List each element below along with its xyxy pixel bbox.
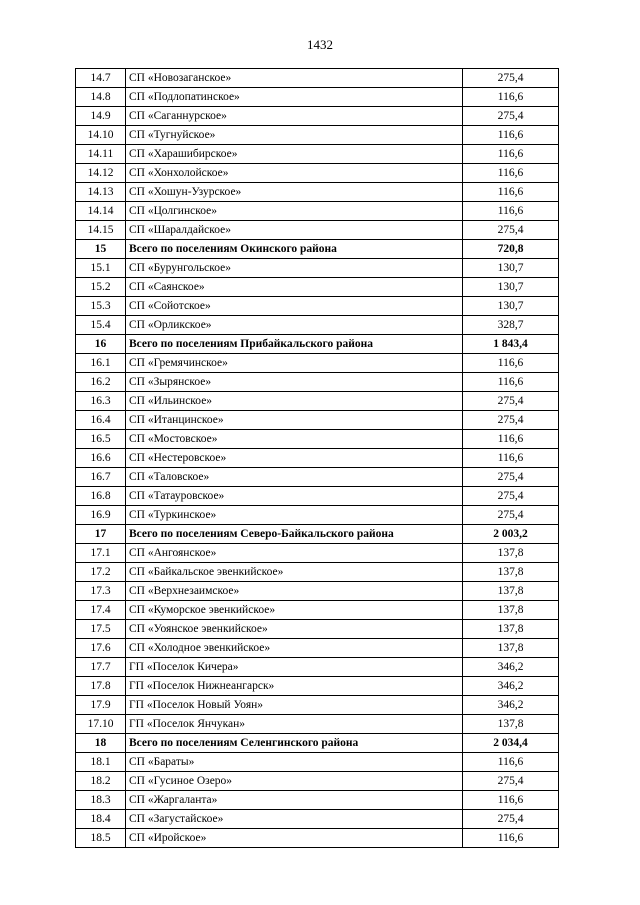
settlement-name: СП «Куморское эвенкийское»: [126, 601, 463, 620]
allocation-value: 116,6: [463, 791, 559, 810]
settlement-name: СП «Холодное эвенкийское»: [126, 639, 463, 658]
row-number: 17.2: [76, 563, 126, 582]
allocation-value: 116,6: [463, 202, 559, 221]
allocation-table: [75, 68, 559, 848]
row-number: 16.9: [76, 506, 126, 525]
settlement-name: СП «Итанцинское»: [126, 411, 463, 430]
allocation-value: 275,4: [463, 392, 559, 411]
settlement-name: ГП «Поселок Янчукан»: [126, 715, 463, 734]
row-number: 15.1: [76, 259, 126, 278]
row-number: 16.3: [76, 392, 126, 411]
settlement-name: СП «Таловское»: [126, 468, 463, 487]
row-number: 16.1: [76, 354, 126, 373]
settlement-name: Всего по поселениям Окинского района: [126, 240, 463, 259]
settlement-row: [76, 88, 559, 107]
settlement-name: СП «Орликское»: [126, 316, 463, 335]
settlement-name: СП «Туркинское»: [126, 506, 463, 525]
settlement-row: [76, 411, 559, 430]
settlement-row: [76, 791, 559, 810]
settlement-name: Всего по поселениям Прибайкальского района: [126, 335, 463, 354]
allocation-value: 346,2: [463, 696, 559, 715]
settlement-name: СП «Бараты»: [126, 753, 463, 772]
settlement-row: [76, 316, 559, 335]
settlement-name: СП «Мостовское»: [126, 430, 463, 449]
row-number: 14.7: [76, 69, 126, 88]
settlement-row: [76, 563, 559, 582]
allocation-value: 116,6: [463, 88, 559, 107]
row-number: 18.1: [76, 753, 126, 772]
row-number: 17.4: [76, 601, 126, 620]
allocation-value: 116,6: [463, 164, 559, 183]
settlement-name: СП «Бурунгольское»: [126, 259, 463, 278]
settlement-row: [76, 354, 559, 373]
row-number: 14.15: [76, 221, 126, 240]
settlement-row: [76, 202, 559, 221]
allocation-value: 130,7: [463, 259, 559, 278]
settlement-name: СП «Шаралдайское»: [126, 221, 463, 240]
allocation-value: 116,6: [463, 145, 559, 164]
allocation-value: 116,6: [463, 430, 559, 449]
row-number: 15.4: [76, 316, 126, 335]
row-number: 18.5: [76, 829, 126, 848]
allocation-value: 116,6: [463, 183, 559, 202]
settlement-name: СП «Хошун-Узурское»: [126, 183, 463, 202]
allocation-value: 275,4: [463, 772, 559, 791]
settlement-row: [76, 164, 559, 183]
row-number: 17.6: [76, 639, 126, 658]
allocation-value: 275,4: [463, 506, 559, 525]
row-number: 18.3: [76, 791, 126, 810]
settlement-name: СП «Верхнезаимское»: [126, 582, 463, 601]
settlement-row: [76, 544, 559, 563]
settlement-name: СП «Тугнуйское»: [126, 126, 463, 145]
allocation-value: 130,7: [463, 278, 559, 297]
row-number: 16.7: [76, 468, 126, 487]
allocation-value: 137,8: [463, 601, 559, 620]
settlement-name: СП «Харашибирское»: [126, 145, 463, 164]
settlement-row: [76, 126, 559, 145]
row-number: 17.9: [76, 696, 126, 715]
settlement-row: [76, 278, 559, 297]
settlement-name: ГП «Поселок Кичера»: [126, 658, 463, 677]
district-total-row: [76, 240, 559, 259]
settlement-name: СП «Ильинское»: [126, 392, 463, 411]
page-number: 1432: [307, 37, 333, 52]
settlement-name: СП «Цолгинское»: [126, 202, 463, 221]
allocation-value: 137,8: [463, 544, 559, 563]
allocation-value: 137,8: [463, 639, 559, 658]
settlement-row: [76, 772, 559, 791]
allocation-value: 116,6: [463, 354, 559, 373]
settlement-name: СП «Байкальское эвенкийское»: [126, 563, 463, 582]
row-number: 17.1: [76, 544, 126, 563]
row-number: 16.6: [76, 449, 126, 468]
row-number: 14.10: [76, 126, 126, 145]
settlement-row: [76, 677, 559, 696]
settlement-row: [76, 107, 559, 126]
settlement-row: [76, 297, 559, 316]
settlement-row: [76, 221, 559, 240]
allocation-value: 275,4: [463, 107, 559, 126]
allocation-value: 2 003,2: [463, 525, 559, 544]
settlement-row: [76, 506, 559, 525]
row-number: 17.3: [76, 582, 126, 601]
settlement-row: [76, 753, 559, 772]
district-total-row: [76, 525, 559, 544]
settlement-row: [76, 639, 559, 658]
row-number: 16.2: [76, 373, 126, 392]
settlement-name: СП «Зырянское»: [126, 373, 463, 392]
row-number: 14.8: [76, 88, 126, 107]
allocation-value: 346,2: [463, 677, 559, 696]
settlement-row: [76, 430, 559, 449]
allocation-value: 275,4: [463, 69, 559, 88]
settlement-row: [76, 658, 559, 677]
settlement-name: СП «Сойотское»: [126, 297, 463, 316]
row-number: 17: [76, 525, 126, 544]
settlement-name: СП «Загустайское»: [126, 810, 463, 829]
allocation-value: 116,6: [463, 373, 559, 392]
row-number: 16.5: [76, 430, 126, 449]
allocation-value: 130,7: [463, 297, 559, 316]
row-number: 14.12: [76, 164, 126, 183]
settlement-name: СП «Гремячинское»: [126, 354, 463, 373]
allocation-value: 720,8: [463, 240, 559, 259]
settlement-name: СП «Подлопатинское»: [126, 88, 463, 107]
settlement-name: Всего по поселениям Селенгинского района: [126, 734, 463, 753]
row-number: 17.8: [76, 677, 126, 696]
allocation-value: 328,7: [463, 316, 559, 335]
row-number: 17.5: [76, 620, 126, 639]
district-total-row: [76, 335, 559, 354]
settlement-name: СП «Уоянское эвенкийское»: [126, 620, 463, 639]
allocation-value: 275,4: [463, 810, 559, 829]
allocation-value: 137,8: [463, 620, 559, 639]
settlement-row: [76, 392, 559, 411]
settlement-row: [76, 468, 559, 487]
settlement-name: СП «Жаргаланта»: [126, 791, 463, 810]
allocation-value: 116,6: [463, 449, 559, 468]
allocation-value: 137,8: [463, 582, 559, 601]
row-number: 18.2: [76, 772, 126, 791]
district-total-row: [76, 734, 559, 753]
row-number: 18: [76, 734, 126, 753]
allocation-value: 116,6: [463, 126, 559, 145]
settlement-name: ГП «Поселок Новый Уоян»: [126, 696, 463, 715]
table-body: [76, 69, 559, 848]
settlement-row: [76, 69, 559, 88]
settlement-name: СП «Нестеровское»: [126, 449, 463, 468]
settlement-row: [76, 582, 559, 601]
allocation-value: 2 034,4: [463, 734, 559, 753]
settlement-name: СП «Новозаганское»: [126, 69, 463, 88]
allocation-value: 346,2: [463, 658, 559, 677]
settlement-row: [76, 601, 559, 620]
row-number: 14.11: [76, 145, 126, 164]
settlement-row: [76, 145, 559, 164]
allocation-value: 275,4: [463, 411, 559, 430]
allocation-value: 137,8: [463, 563, 559, 582]
settlement-row: [76, 259, 559, 278]
settlement-row: [76, 715, 559, 734]
allocation-value: 275,4: [463, 468, 559, 487]
settlement-name: СП «Татауровское»: [126, 487, 463, 506]
allocation-value: 1 843,4: [463, 335, 559, 354]
row-number: 16: [76, 335, 126, 354]
settlement-name: СП «Гусиное Озеро»: [126, 772, 463, 791]
allocation-value: 137,8: [463, 715, 559, 734]
settlement-row: [76, 487, 559, 506]
settlement-row: [76, 183, 559, 202]
row-number: 17.10: [76, 715, 126, 734]
row-number: 14.14: [76, 202, 126, 221]
allocation-value: 275,4: [463, 221, 559, 240]
row-number: 15.2: [76, 278, 126, 297]
settlement-row: [76, 620, 559, 639]
row-number: 15: [76, 240, 126, 259]
settlement-name: ГП «Поселок Нижнеангарск»: [126, 677, 463, 696]
settlement-name: СП «Ангоянское»: [126, 544, 463, 563]
settlement-name: СП «Хонхолойское»: [126, 164, 463, 183]
settlement-row: [76, 810, 559, 829]
settlement-row: [76, 373, 559, 392]
row-number: 18.4: [76, 810, 126, 829]
settlement-row: [76, 829, 559, 848]
allocation-value: 116,6: [463, 753, 559, 772]
settlement-name: СП «Иройское»: [126, 829, 463, 848]
settlement-name: СП «Саянское»: [126, 278, 463, 297]
settlement-row: [76, 696, 559, 715]
settlement-row: [76, 449, 559, 468]
row-number: 16.8: [76, 487, 126, 506]
allocation-value: 275,4: [463, 487, 559, 506]
row-number: 14.9: [76, 107, 126, 126]
row-number: 15.3: [76, 297, 126, 316]
settlement-name: Всего по поселениям Северо-Байкальского района: [126, 525, 463, 544]
row-number: 16.4: [76, 411, 126, 430]
settlement-name: СП «Саганнурское»: [126, 107, 463, 126]
row-number: 17.7: [76, 658, 126, 677]
allocation-value: 116,6: [463, 829, 559, 848]
row-number: 14.13: [76, 183, 126, 202]
